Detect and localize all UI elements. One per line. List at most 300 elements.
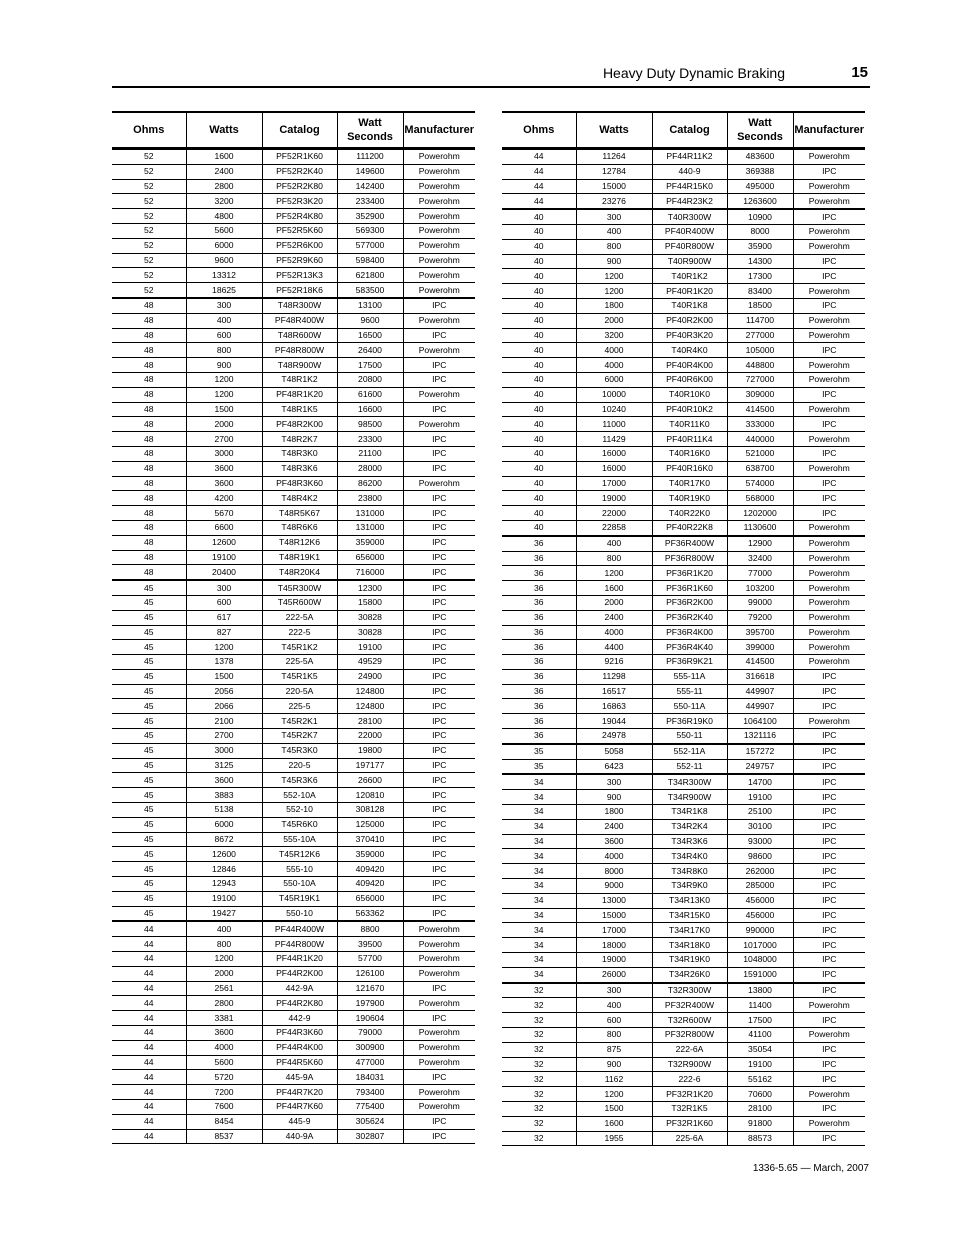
cell-manufacturer: Powerohm	[403, 417, 475, 432]
cell-catalog: T34R2K4	[652, 819, 727, 834]
cell-watts: 600	[186, 595, 262, 610]
table-row	[112, 520, 475, 535]
table-row	[112, 461, 475, 476]
cell-catalog: T34R900W	[652, 790, 727, 805]
cell-watts: 3883	[186, 788, 262, 803]
cell-catalog: PF44R4K00	[262, 1040, 337, 1055]
cell-manufacturer: IPC	[793, 1042, 865, 1057]
cell-catalog: T48R3K0	[262, 446, 337, 461]
table-row	[112, 684, 475, 699]
cell-catalog: 445-9	[262, 1114, 337, 1129]
cell-ohms: 34	[502, 805, 576, 820]
cell-watt-seconds: 563362	[337, 906, 403, 921]
col-watt-seconds: Watt Seconds	[727, 112, 793, 149]
cell-manufacturer: IPC	[403, 743, 475, 758]
page-title: Heavy Duty Dynamic Braking	[602, 65, 785, 81]
cell-catalog: T48R20K4	[262, 565, 337, 580]
cell-watt-seconds: 395700	[727, 625, 793, 640]
cell-watt-seconds: 10900	[727, 209, 793, 224]
cell-watts: 8672	[186, 832, 262, 847]
cell-ohms: 44	[112, 1085, 186, 1100]
cell-catalog: T40R22K0	[652, 506, 727, 521]
table-row	[502, 372, 865, 387]
cell-catalog: PF36R2K40	[652, 610, 727, 625]
cell-watts: 2700	[186, 729, 262, 744]
cell-watts: 2800	[186, 996, 262, 1011]
cell-watt-seconds: 103200	[727, 581, 793, 596]
cell-manufacturer: IPC	[403, 699, 475, 714]
cell-watt-seconds: 57700	[337, 952, 403, 967]
cell-ohms: 44	[502, 164, 576, 179]
cell-manufacturer: Powerohm	[793, 1087, 865, 1102]
table-row	[112, 238, 475, 253]
cell-catalog: PF52R18K6	[262, 283, 337, 298]
cell-watt-seconds: 277000	[727, 328, 793, 343]
cell-manufacturer: IPC	[793, 446, 865, 461]
cell-ohms: 45	[112, 714, 186, 729]
cell-watt-seconds: 114700	[727, 313, 793, 328]
cell-manufacturer: Powerohm	[793, 1116, 865, 1131]
cell-watt-seconds: 190604	[337, 1011, 403, 1026]
cell-catalog: PF52R3K20	[262, 194, 337, 209]
cell-ohms: 32	[502, 1042, 576, 1057]
cell-watts: 3600	[186, 773, 262, 788]
cell-ohms: 45	[112, 877, 186, 892]
cell-manufacturer: IPC	[403, 610, 475, 625]
cell-watts: 17000	[576, 923, 652, 938]
table-row	[502, 194, 865, 209]
cell-watts: 12943	[186, 877, 262, 892]
cell-ohms: 36	[502, 610, 576, 625]
cell-catalog: T48R1K5	[262, 402, 337, 417]
cell-ohms: 44	[112, 996, 186, 1011]
table-row	[112, 253, 475, 268]
cell-watt-seconds: 125000	[337, 817, 403, 832]
cell-manufacturer: IPC	[403, 847, 475, 862]
cell-watt-seconds: 30828	[337, 610, 403, 625]
cell-manufacturer: Powerohm	[403, 1055, 475, 1070]
cell-catalog: T40R10K0	[652, 387, 727, 402]
cell-watts: 13312	[186, 268, 262, 283]
table-row	[112, 565, 475, 580]
cell-watt-seconds: 8000	[727, 224, 793, 239]
cell-watt-seconds: 32400	[727, 551, 793, 566]
cell-catalog: 222-6A	[652, 1042, 727, 1057]
cell-ohms: 40	[502, 313, 576, 328]
cell-ohms: 44	[112, 952, 186, 967]
cell-manufacturer: IPC	[403, 595, 475, 610]
cell-catalog: 555-10	[262, 862, 337, 877]
cell-ohms: 36	[502, 669, 576, 684]
cell-manufacturer: IPC	[403, 506, 475, 521]
cell-ohms: 48	[112, 328, 186, 343]
cell-watts: 600	[186, 328, 262, 343]
cell-catalog: 222-5	[262, 625, 337, 640]
cell-watt-seconds: 111200	[337, 149, 403, 165]
cell-manufacturer: IPC	[403, 372, 475, 387]
cell-catalog: PF40R1K20	[652, 284, 727, 299]
cell-ohms: 34	[502, 893, 576, 908]
cell-watt-seconds: 17300	[727, 269, 793, 284]
cell-watt-seconds: 19100	[727, 1057, 793, 1072]
cell-watt-seconds: 449907	[727, 699, 793, 714]
cell-ohms: 48	[112, 402, 186, 417]
cell-ohms: 40	[502, 298, 576, 313]
cell-catalog: T45R6K0	[262, 817, 337, 832]
cell-watt-seconds: 308128	[337, 803, 403, 818]
cell-manufacturer: IPC	[403, 862, 475, 877]
cell-watt-seconds: 11400	[727, 998, 793, 1013]
cell-watt-seconds: 233400	[337, 194, 403, 209]
cell-catalog: PF44R2K80	[262, 996, 337, 1011]
cell-ohms: 45	[112, 832, 186, 847]
cell-ohms: 52	[112, 253, 186, 268]
cell-watts: 11298	[576, 669, 652, 684]
cell-watts: 3200	[576, 328, 652, 343]
cell-watts: 12600	[186, 535, 262, 550]
table-row	[502, 953, 865, 968]
table-row	[502, 1131, 865, 1146]
cell-manufacturer: IPC	[793, 1102, 865, 1117]
cell-ohms: 36	[502, 655, 576, 670]
cell-watt-seconds: 409420	[337, 877, 403, 892]
cell-catalog: T40R300W	[652, 209, 727, 224]
table-row	[502, 684, 865, 699]
cell-watts: 1162	[576, 1072, 652, 1087]
cell-manufacturer: IPC	[793, 893, 865, 908]
cell-manufacturer: Powerohm	[793, 149, 865, 165]
cell-watt-seconds: 184031	[337, 1070, 403, 1085]
cell-ohms: 52	[112, 223, 186, 238]
cell-ohms: 52	[112, 149, 186, 165]
cell-manufacturer: IPC	[403, 298, 475, 313]
cell-manufacturer: IPC	[403, 655, 475, 670]
table-row	[502, 209, 865, 224]
cell-ohms: 44	[112, 921, 186, 936]
table-row	[112, 179, 475, 194]
cell-watts: 1500	[186, 669, 262, 684]
cell-watts: 3200	[186, 194, 262, 209]
cell-manufacturer: Powerohm	[403, 253, 475, 268]
cell-watts: 4000	[186, 1040, 262, 1055]
cell-watt-seconds: 8800	[337, 921, 403, 936]
cell-catalog: PF40R4K00	[652, 358, 727, 373]
cell-manufacturer: Powerohm	[793, 461, 865, 476]
cell-watts: 617	[186, 610, 262, 625]
cell-ohms: 40	[502, 224, 576, 239]
cell-watt-seconds: 449907	[727, 684, 793, 699]
cell-catalog: 555-11A	[652, 669, 727, 684]
cell-watts: 6423	[576, 759, 652, 774]
cell-watt-seconds: 98500	[337, 417, 403, 432]
cell-watt-seconds: 621800	[337, 268, 403, 283]
cell-catalog: T32R1K5	[652, 1102, 727, 1117]
cell-watt-seconds: 61600	[337, 387, 403, 402]
cell-manufacturer: Powerohm	[403, 476, 475, 491]
table-body	[502, 149, 865, 1146]
cell-ohms: 45	[112, 640, 186, 655]
cell-catalog: 222-5A	[262, 610, 337, 625]
cell-ohms: 48	[112, 565, 186, 580]
cell-manufacturer: IPC	[793, 744, 865, 759]
cell-watts: 5600	[186, 1055, 262, 1070]
cell-watts: 5138	[186, 803, 262, 818]
cell-ohms: 36	[502, 581, 576, 596]
cell-manufacturer: IPC	[793, 1057, 865, 1072]
table-row	[502, 669, 865, 684]
col-manufacturer: Manufacturer	[403, 112, 475, 149]
cell-ohms: 44	[112, 937, 186, 952]
cell-catalog: PF44R2K00	[262, 966, 337, 981]
cell-watt-seconds: 262000	[727, 864, 793, 879]
table-row	[502, 967, 865, 982]
cell-catalog: PF44R400W	[262, 921, 337, 936]
cell-ohms: 48	[112, 476, 186, 491]
table-row	[502, 520, 865, 535]
cell-manufacturer: IPC	[793, 164, 865, 179]
cell-manufacturer: IPC	[403, 1070, 475, 1085]
cell-watts: 2066	[186, 699, 262, 714]
cell-catalog: 552-10	[262, 803, 337, 818]
cell-watt-seconds: 93000	[727, 834, 793, 849]
cell-ohms: 52	[112, 179, 186, 194]
cell-watts: 2056	[186, 684, 262, 699]
cell-ohms: 34	[502, 790, 576, 805]
cell-watts: 8537	[186, 1129, 262, 1144]
cell-watts: 6000	[186, 238, 262, 253]
cell-manufacturer: Powerohm	[403, 387, 475, 402]
cell-watt-seconds: 409420	[337, 862, 403, 877]
cell-manufacturer: IPC	[793, 669, 865, 684]
cell-watt-seconds: 568000	[727, 491, 793, 506]
table-row	[502, 402, 865, 417]
cell-watts: 19427	[186, 906, 262, 921]
table-row	[502, 179, 865, 194]
cell-manufacturer: Powerohm	[403, 937, 475, 952]
cell-watts: 1800	[576, 805, 652, 820]
cell-watt-seconds: 440000	[727, 432, 793, 447]
table-row	[502, 774, 865, 789]
cell-watt-seconds: 105000	[727, 343, 793, 358]
cell-watts: 1800	[576, 298, 652, 313]
cell-manufacturer: IPC	[793, 819, 865, 834]
cell-watt-seconds: 28100	[337, 714, 403, 729]
cell-watts: 300	[576, 983, 652, 998]
cell-watt-seconds: 197900	[337, 996, 403, 1011]
cell-watts: 23276	[576, 194, 652, 209]
table-row	[112, 328, 475, 343]
cell-watts: 800	[576, 551, 652, 566]
cell-watts: 3600	[576, 834, 652, 849]
cell-manufacturer: Powerohm	[793, 402, 865, 417]
table-row	[112, 714, 475, 729]
cell-manufacturer: IPC	[793, 774, 865, 789]
cell-watt-seconds: 414500	[727, 402, 793, 417]
table-row	[502, 893, 865, 908]
cell-watt-seconds: 577000	[337, 238, 403, 253]
table-row	[112, 491, 475, 506]
table-row	[502, 1013, 865, 1028]
cell-catalog: PF40R16K0	[652, 461, 727, 476]
cell-ohms: 36	[502, 566, 576, 581]
cell-ohms: 40	[502, 432, 576, 447]
cell-watt-seconds: 83400	[727, 284, 793, 299]
cell-manufacturer: Powerohm	[403, 164, 475, 179]
cell-watts: 19044	[576, 714, 652, 729]
cell-watt-seconds: 24900	[337, 669, 403, 684]
cell-catalog: PF36R9K21	[652, 655, 727, 670]
cell-ohms: 36	[502, 551, 576, 566]
cell-catalog: T45R2K1	[262, 714, 337, 729]
cell-watts: 4400	[576, 640, 652, 655]
cell-watts: 2400	[186, 164, 262, 179]
table-row	[112, 194, 475, 209]
cell-catalog: PF32R1K20	[652, 1087, 727, 1102]
cell-watts: 1200	[186, 387, 262, 402]
cell-watts: 12600	[186, 847, 262, 862]
cell-catalog: T45R300W	[262, 580, 337, 595]
cell-ohms: 52	[112, 194, 186, 209]
resistor-table-right	[502, 111, 865, 1146]
cell-watt-seconds: 23800	[337, 491, 403, 506]
cell-watt-seconds: 99000	[727, 595, 793, 610]
cell-catalog: 220-5A	[262, 684, 337, 699]
cell-watts: 300	[186, 298, 262, 313]
cell-watt-seconds: 1321116	[727, 729, 793, 744]
table-row	[502, 298, 865, 313]
table-row	[502, 417, 865, 432]
table-row	[502, 446, 865, 461]
cell-manufacturer: IPC	[403, 803, 475, 818]
cell-catalog: PF40R11K4	[652, 432, 727, 447]
cell-catalog: 555-11	[652, 684, 727, 699]
cell-watt-seconds: 1263600	[727, 194, 793, 209]
cell-catalog: T40R11K0	[652, 417, 727, 432]
table-row	[112, 952, 475, 967]
cell-watt-seconds: 79000	[337, 1026, 403, 1041]
table-row	[112, 343, 475, 358]
cell-watts: 3125	[186, 758, 262, 773]
cell-manufacturer: IPC	[793, 938, 865, 953]
col-watts: Watts	[186, 112, 262, 149]
table-row	[112, 358, 475, 373]
cell-watts: 2000	[576, 595, 652, 610]
cell-watts: 400	[576, 536, 652, 551]
cell-manufacturer: Powerohm	[793, 194, 865, 209]
cell-ohms: 34	[502, 864, 576, 879]
cell-manufacturer: IPC	[793, 759, 865, 774]
cell-ohms: 40	[502, 476, 576, 491]
cell-catalog: T40R19K0	[652, 491, 727, 506]
cell-catalog: PF44R3K60	[262, 1026, 337, 1041]
cell-catalog: T45R3K6	[262, 773, 337, 788]
cell-watt-seconds: 126100	[337, 966, 403, 981]
table-row	[112, 535, 475, 550]
cell-catalog: T40R17K0	[652, 476, 727, 491]
cell-catalog: PF52R5K60	[262, 223, 337, 238]
cell-watt-seconds: 352900	[337, 209, 403, 224]
cell-catalog: PF52R2K80	[262, 179, 337, 194]
cell-ohms: 40	[502, 402, 576, 417]
cell-manufacturer: IPC	[403, 580, 475, 595]
cell-watt-seconds: 727000	[727, 372, 793, 387]
cell-ohms: 40	[502, 372, 576, 387]
cell-manufacturer: IPC	[403, 402, 475, 417]
cell-catalog: 225-5	[262, 699, 337, 714]
cell-manufacturer: Powerohm	[403, 313, 475, 328]
table-row	[112, 372, 475, 387]
cell-catalog: PF48R1K20	[262, 387, 337, 402]
cell-watts: 19100	[186, 550, 262, 565]
cell-ohms: 44	[502, 179, 576, 194]
cell-watts: 26000	[576, 967, 652, 982]
cell-watts: 1200	[576, 1087, 652, 1102]
cell-catalog: T48R300W	[262, 298, 337, 313]
resistor-table-left	[112, 111, 475, 1144]
cell-manufacturer: IPC	[403, 758, 475, 773]
cell-manufacturer: IPC	[403, 358, 475, 373]
cell-ohms: 32	[502, 998, 576, 1013]
table-row	[502, 938, 865, 953]
table-row	[502, 269, 865, 284]
cell-watt-seconds: 399000	[727, 640, 793, 655]
cell-watts: 15000	[576, 908, 652, 923]
cell-manufacturer: Powerohm	[793, 1028, 865, 1043]
cell-watts: 19000	[576, 953, 652, 968]
cell-catalog: PF40R400W	[652, 224, 727, 239]
cell-ohms: 44	[112, 1114, 186, 1129]
cell-watt-seconds: 86200	[337, 476, 403, 491]
cell-manufacturer: IPC	[403, 1114, 475, 1129]
cell-watts: 5058	[576, 744, 652, 759]
cell-watts: 6000	[186, 817, 262, 832]
cell-manufacturer: IPC	[793, 908, 865, 923]
table-row	[502, 655, 865, 670]
cell-watt-seconds: 197177	[337, 758, 403, 773]
cell-watt-seconds: 448800	[727, 358, 793, 373]
cell-ohms: 45	[112, 803, 186, 818]
cell-manufacturer: Powerohm	[793, 610, 865, 625]
cell-watt-seconds: 9600	[337, 313, 403, 328]
cell-watt-seconds: 456000	[727, 893, 793, 908]
cell-ohms: 45	[112, 684, 186, 699]
cell-manufacturer: IPC	[403, 729, 475, 744]
cell-watts: 900	[186, 358, 262, 373]
cell-ohms: 32	[502, 1013, 576, 1028]
cell-watt-seconds: 35900	[727, 239, 793, 254]
cell-watt-seconds: 120810	[337, 788, 403, 803]
cell-manufacturer: Powerohm	[793, 224, 865, 239]
cell-manufacturer: IPC	[793, 269, 865, 284]
cell-ohms: 34	[502, 819, 576, 834]
cell-catalog: PF32R1K60	[652, 1116, 727, 1131]
cell-catalog: T45R1K2	[262, 640, 337, 655]
cell-watts: 1600	[186, 149, 262, 165]
cell-watts: 19000	[576, 491, 652, 506]
cell-catalog: PF32R800W	[652, 1028, 727, 1043]
cell-catalog: PF36R800W	[652, 551, 727, 566]
table-row	[112, 209, 475, 224]
cell-catalog: T32R600W	[652, 1013, 727, 1028]
cell-ohms: 36	[502, 640, 576, 655]
cell-watts: 1200	[576, 269, 652, 284]
cell-catalog: PF36R1K60	[652, 581, 727, 596]
cell-watts: 3600	[186, 1026, 262, 1041]
cell-ohms: 40	[502, 254, 576, 269]
cell-ohms: 44	[112, 1011, 186, 1026]
cell-watt-seconds: 30100	[727, 819, 793, 834]
cell-manufacturer: IPC	[793, 1072, 865, 1087]
